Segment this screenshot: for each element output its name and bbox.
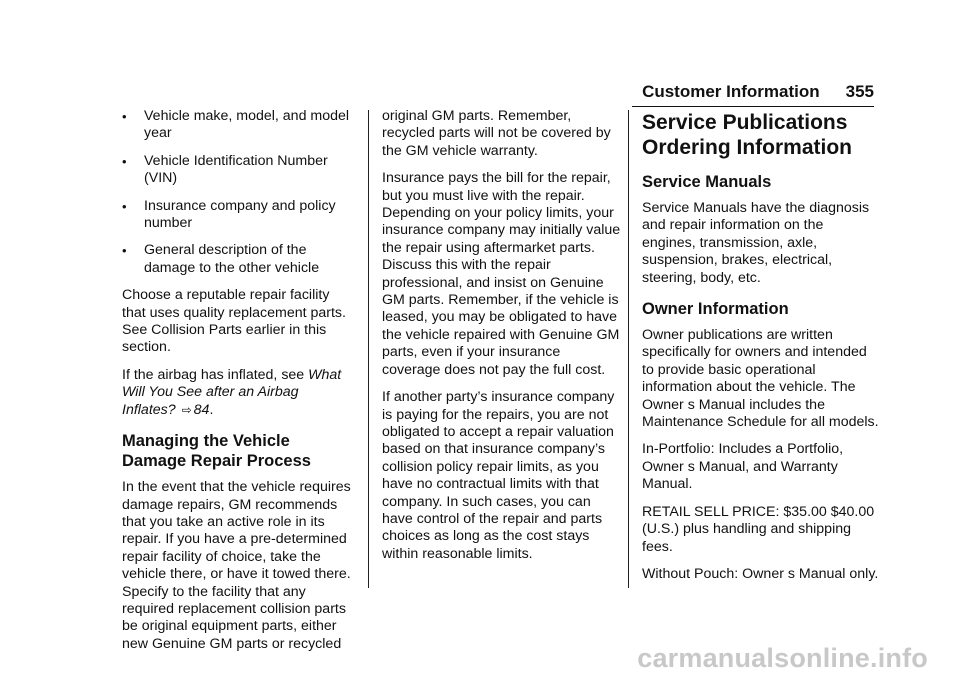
- owner-information-heading: Owner Information: [642, 300, 789, 319]
- airbag-page-ref[interactable]: 84: [193, 401, 210, 418]
- header-rule: [632, 106, 874, 107]
- insurance-pays-paragraph: Insurance pays the bill for the repair, but you must live with the repair. Depending on your policy limits, your insurance company may initially value the repair using aftermarket parts. Discuss this with the repair professional, and insist on Genuine GM parts. Remember, if the vehicle is leased, you may be obligated to have the vehicle repaired with Genuine GM parts, even if your insurance coverage does not pay the full cost.: [382, 170, 621, 378]
- column-divider-2: [628, 110, 629, 588]
- info-bullet-list: [122, 108, 356, 277]
- managing-repair-heading: Managing the Vehicle Damage Repair Process: [122, 432, 311, 471]
- in-portfolio-paragraph: In-Portfolio: Includes a Portfolio, Owner s Manual, and Warranty Manual.: [642, 441, 844, 493]
- airbag-paragraph: [122, 367, 356, 419]
- column-2: [382, 108, 622, 573]
- column-divider-1: [368, 110, 369, 588]
- service-publications-title: Service Publications Ordering Information: [642, 111, 852, 159]
- managing-repair-paragraph: In the event that the vehicle requires damage repairs, GM recommends that you take an active role in its repair. If you have a pre-determined repair facility of choice, take the vehicle there, or have it towed there. Specify to the facility that any required replacement collision parts be original equipment parts, either new Genuine GM parts or recycled: [122, 479, 351, 652]
- retail-price-paragraph: RETAIL SELL PRICE: $35.00 $40.00 (U.S.) plus handling and shipping fees.: [642, 503, 875, 555]
- list-item: • Insurance company and policy number: [122, 198, 356, 233]
- airbag-link[interactable]: What Will You See after an Airbag Inflates?: [122, 366, 342, 418]
- watermark: carmanualsonline.info: [637, 643, 928, 673]
- list-item: • Vehicle make, model, and model year: [122, 108, 356, 143]
- repair-facility-paragraph: Choose a reputable repair facility that uses quality replacement parts. See Collision Parts earlier in this section.: [122, 287, 346, 356]
- service-manuals-paragraph: Service Manuals have the diagnosis and repair information on the engines, transmission, axle, suspension, brakes, electrical, steering, body, etc.: [642, 200, 870, 286]
- list-item: • General description of the damage to the other vehicle: [122, 242, 356, 277]
- airbag-suffix: .: [209, 401, 214, 418]
- service-manuals-heading: Service Manuals: [642, 173, 772, 191]
- list-item: • Vehicle Identification Number (VIN): [122, 153, 356, 188]
- owner-information-paragraph: Owner publications are written specifically for owners and intended to provide basic operational information about the vehicle. The Owner s Manual includes the Maintenance Schedule for all models.: [642, 327, 879, 431]
- without-pouch-paragraph: Without Pouch: Owner s Manual only.: [642, 565, 879, 582]
- column-1: [122, 108, 356, 663]
- page-number: 355: [845, 82, 874, 101]
- header-section-title: Customer Information: [642, 82, 820, 101]
- airbag-text: If the airbag has inflated, see: [122, 366, 309, 383]
- page-reference-icon: ⇨: [181, 402, 192, 417]
- other-party-paragraph: If another party’s insurance company is paying for the repairs, you are not obligated to accept a repair valuation based on that insurance company’s collision policy repair limits, as you have no contractual limits with that company. In such cases, you can have control of the repair and parts choices as long as the cost stays within reasonable limits.: [382, 389, 615, 562]
- column-3: [642, 108, 880, 593]
- recycled-parts-paragraph: original GM parts. Remember, recycled parts will not be covered by the GM vehicle warranty.: [382, 108, 611, 159]
- page-header: [642, 82, 874, 102]
